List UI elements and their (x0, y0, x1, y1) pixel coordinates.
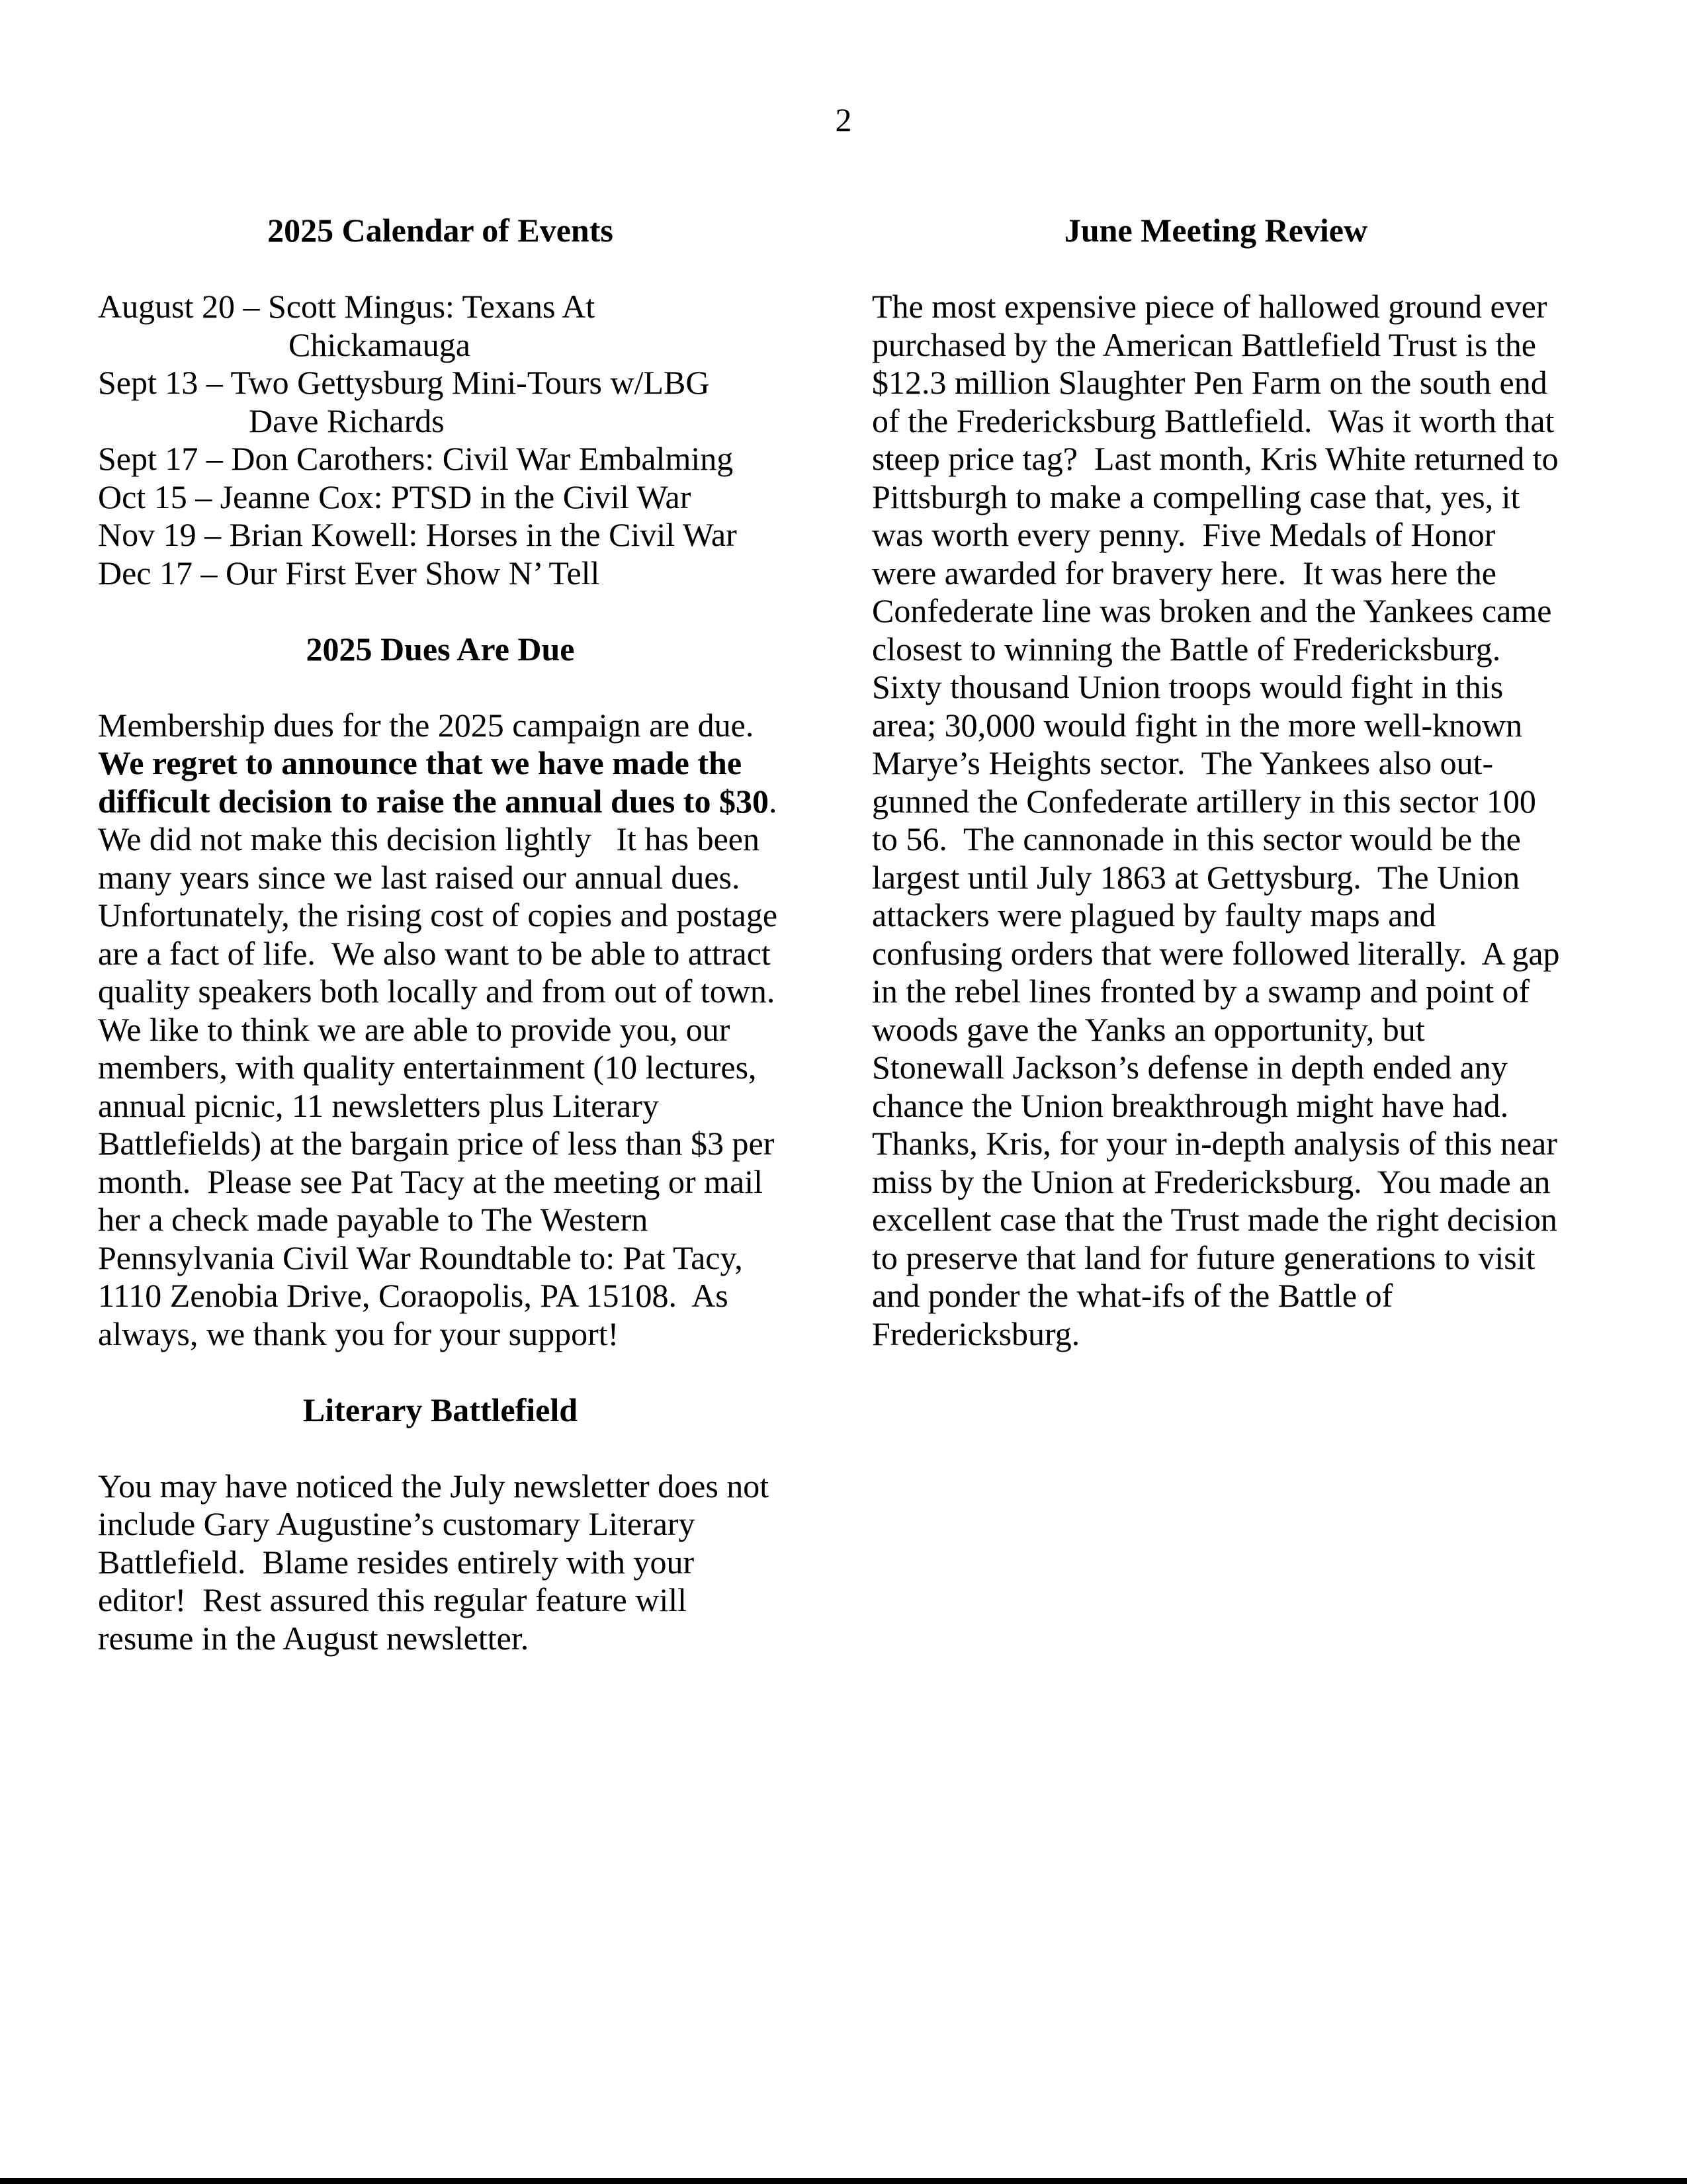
calendar-list (98, 288, 783, 592)
calendar-line: Sept 17 – Don Carothers: Civil War Embalming (98, 440, 734, 477)
dues-bold-text: We regret to announce that we have made the difficult decision to raise the annual dues to $30 (98, 744, 769, 820)
calendar-line: Oct 15 – Jeanne Cox: PTSD in the Civil War (98, 478, 691, 515)
calendar-section-title: 2025 Calendar of Events (267, 212, 613, 249)
june-review-section-title: June Meeting Review (1064, 212, 1368, 249)
calendar-line: Sept 13 – Two Gettysburg Mini-Tours w/LBG (98, 364, 710, 401)
calendar-line: Dec 17 – Our First Ever Show N’ Tell (98, 554, 600, 591)
dues-section-title: 2025 Dues Are Due (306, 630, 575, 668)
dues-paragraph (98, 706, 793, 1354)
calendar-line: August 20 – Scott Mingus: Texans At (98, 288, 595, 325)
calendar-line: Chickamauga (288, 326, 470, 363)
dues-intro-text: Membership dues for the 2025 campaign are due. (98, 706, 771, 744)
page-number: 2 (835, 101, 852, 138)
calendar-line: Dave Richards (249, 402, 445, 439)
literary-paragraph: You may have noticed the July newsletter does not include Gary Augustine’s customary Literary Battlefield. Blame resides entirely with your editor! Rest assured this regular feature will resume in the August newsletter. (98, 1467, 777, 1657)
june-review-paragraph: The most expensive piece of hallowed ground ever purchased by the American Battlefield Trust is the $12.3 million Slaughter Pen Farm on the south end of the Fredericksburg Battlefield. Was it worth that steep price tag? Last month, Kris White returned to Pittsburgh to make a compelling case that, yes, it was worth every penny. Five Medals of Honor were awarded for bravery here. It was here the Confederate line was broken and the Yankees came closest to winning the Battle of Fredericksburg. Sixty thousand Union troops would fight in this area; 30,000 would fight in the more well-known Marye’s Heights sector. The Yankees also out-gunned the Confederate artillery in this sector 100 to 56. The cannonade in this sector would be the largest until July 1863 at Gettysburg. The Union attackers were plagued by faulty maps and confusing orders that were followed literally. A gap in the rebel lines fronted by a swamp and point of woods gave the Yanks an opportunity, but Stonewall Jackson’s defense in depth ended any chance the Union breakthrough might have had. Thanks, Kris, for your in-depth analysis of this near miss by the Union at Fredericksburg. You made an excellent case that the Trust made the right decision to preserve that land for future generations to visit and ponder the what-ifs of the Battle of Fredericksburg. (872, 288, 1569, 1352)
dues-rest-text: . We did not make this decision lightly It has been many years since we last raised our annual dues. Unfortunately, the rising cost of copies and postage are a fact of life. We also want to be able to attract quality speakers both locally and from out of town. We like to think we are able to provide you, our members, with quality entertainment (10 lectures, annual picnic, 11 newsletters plus Literary Battlefields) at the bargain price of less than $3 per month. Please see Pat Tacy at the meeting or mail her a check made payable to The Western Pennsylvania Civil War Roundtable to: Pat Tacy, 1110 Zenobia Drive, Coraopolis, PA 15108. As always, we thank you for your support! (98, 782, 793, 1352)
left-column (98, 212, 793, 1696)
scan-edge-artifact (0, 2178, 1687, 2184)
literary-section-title: Literary Battlefield (302, 1391, 578, 1428)
right-column (872, 212, 1569, 1391)
calendar-line: Nov 19 – Brian Kowell: Horses in the Civil War (98, 516, 737, 553)
